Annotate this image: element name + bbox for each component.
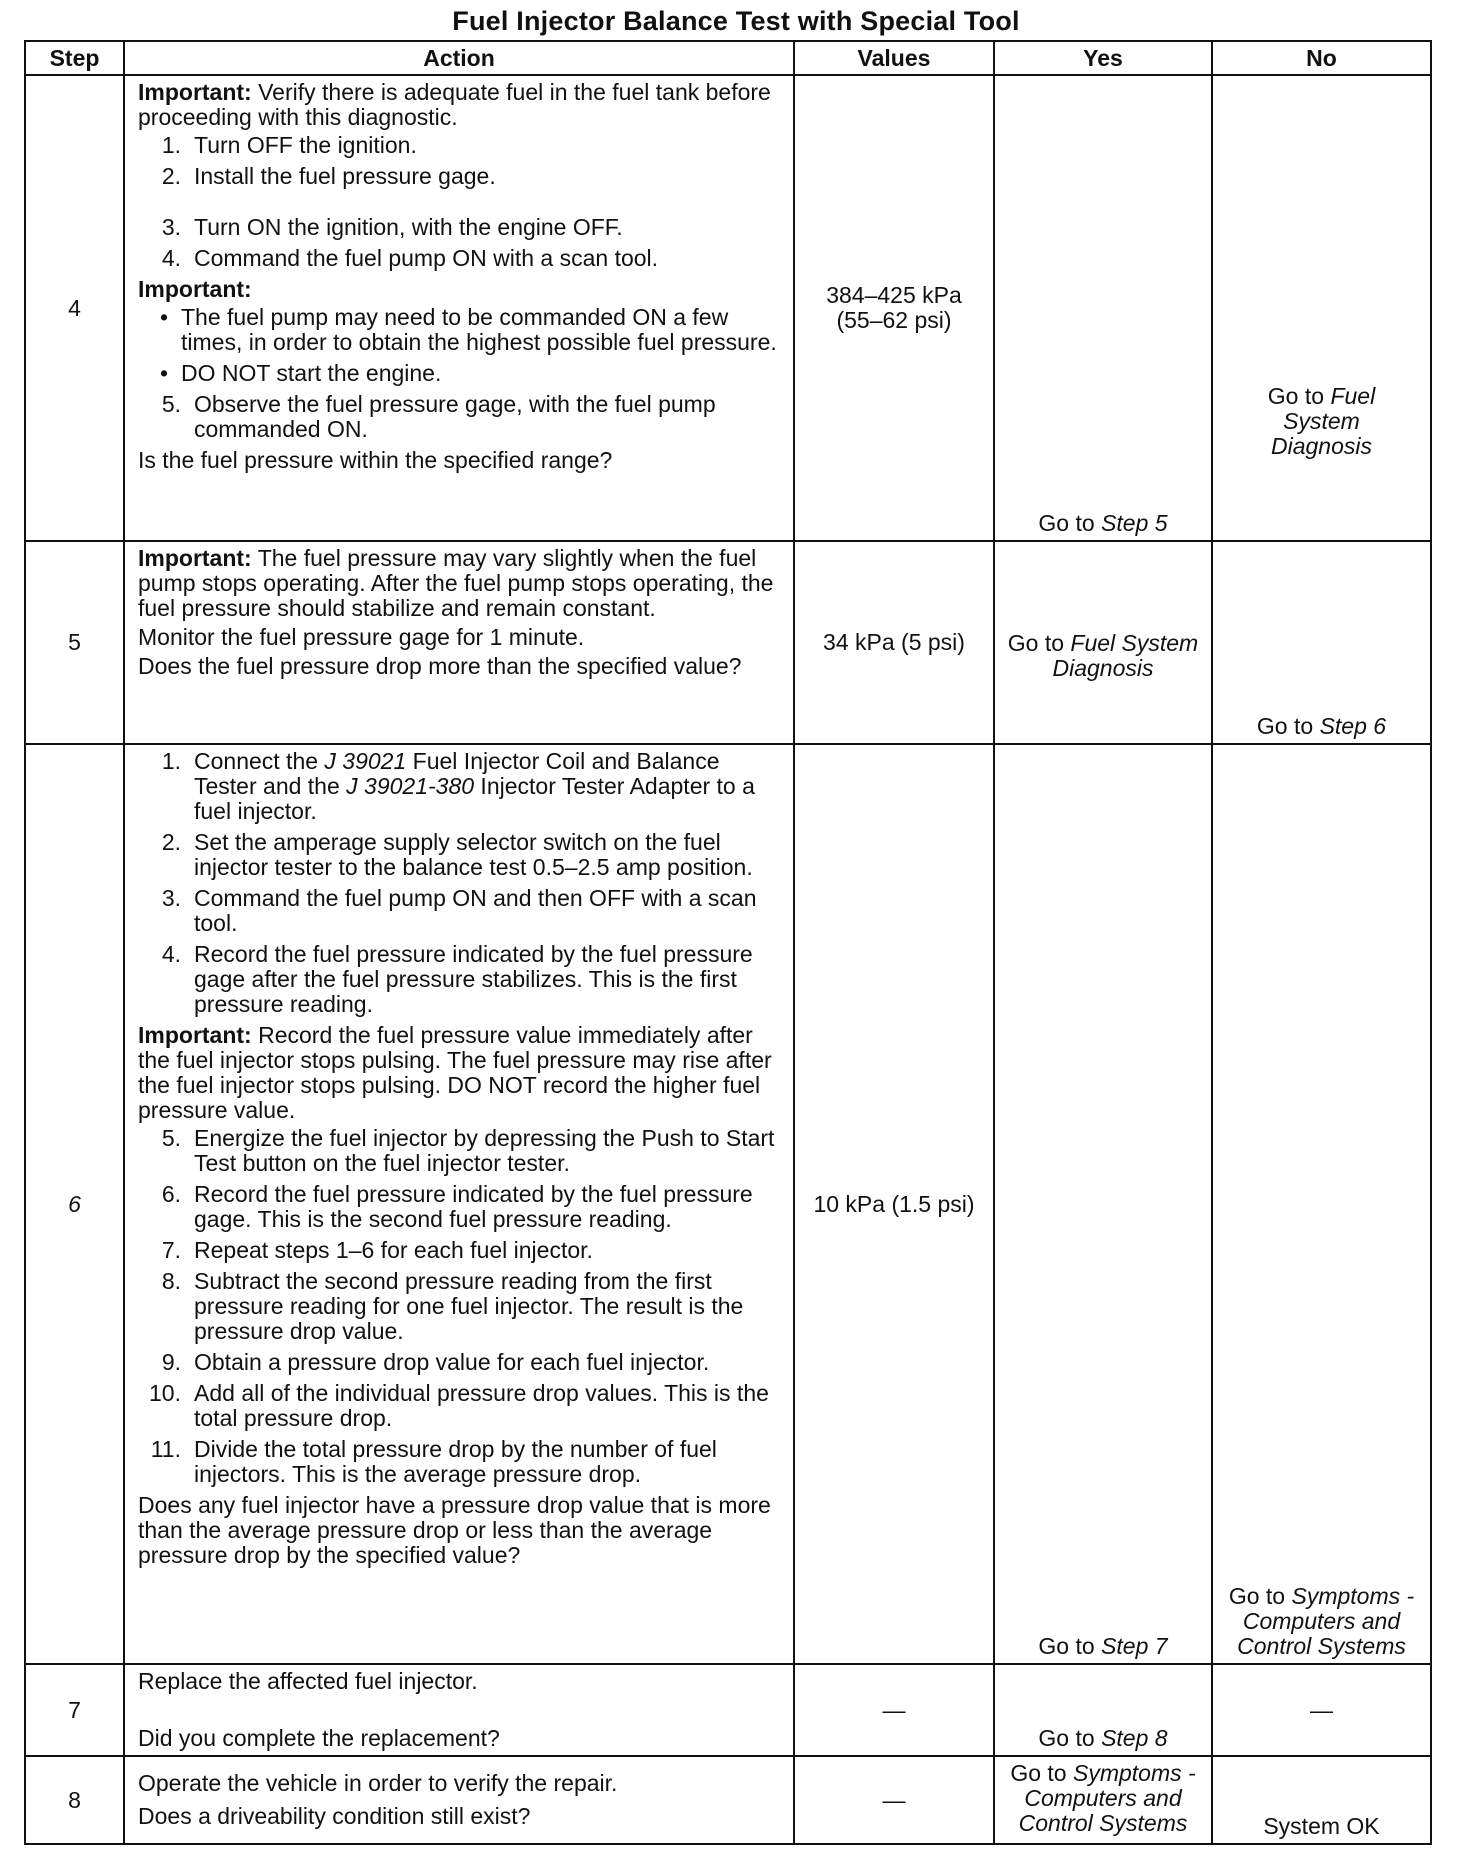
question: Does a driveability condition still exist? [138,1803,531,1829]
list-item: 7. Repeat steps 1–6 for each fuel injector. [161,1237,593,1263]
action-cell [124,1756,794,1844]
no-cell: Go to Fuel System Diagnosis [1212,75,1431,541]
action-steps [138,133,783,271]
list-item: 2. Install the fuel pressure gage. [161,163,496,189]
diagnostic-table [24,40,1432,1845]
list-item: 4. Command the fuel pump ON with a scan tool. [161,245,659,271]
table-row-step-8 [25,1756,1431,1844]
question: Is the fuel pressure within the specified range? [138,447,613,473]
header-action: Action [124,41,794,75]
important-label: Important: [138,276,252,302]
question: Did you complete the replacement? [138,1725,500,1751]
header-yes: Yes [994,41,1212,75]
list-item: 5. Observe the fuel pressure gage, with the fuel pump commanded ON. [161,391,716,442]
yes-link[interactable]: Symptoms - Computers and Control Systems [1018,1759,1196,1836]
step-number: 4 [25,75,124,541]
question: Does any fuel injector have a pressure drop value that is more than the average pressure drop or less than the average pressure drop by the specified value? [138,1492,771,1568]
action-cell [124,1664,794,1756]
step-number: 7 [25,1664,124,1756]
step-number: 5 [25,541,124,744]
list-item: 11. Divide the total pressure drop by the number of fuel injectors. This is the average pressure drop. [150,1436,717,1487]
yes-link[interactable]: Fuel System Diagnosis [1052,629,1199,681]
yes-link[interactable]: Step 8 [1101,1725,1168,1751]
value-cell: — [794,1664,994,1756]
important-note: Important: Verify there is adequate fuel in the fuel tank before proceeding with this diagnostic. [138,79,771,130]
yes-cell: Go to Step 8 [994,1664,1212,1756]
list-item: 3. Turn ON the ignition, with the engine OFF. [161,214,623,240]
action-steps [138,392,783,442]
list-item: • DO NOT start the engine. [138,361,783,386]
instruction: Monitor the fuel pressure gage for 1 minute. [138,624,585,650]
table-row-step-5 [25,541,1431,744]
action-cell [124,75,794,541]
instruction: Operate the vehicle in order to verify the repair. [138,1770,618,1796]
yes-link[interactable]: Step 5 [1101,510,1168,536]
list-item: 2. Set the amperage supply selector switch on the fuel injector tester to the balance test 0.5–2.5 amp position. [161,829,753,880]
list-item: 1. Turn OFF the ignition. [161,132,417,158]
no-cell: — [1212,1664,1431,1756]
action-steps [138,749,783,1017]
no-link[interactable]: Symptoms - Computers and Control Systems [1237,1583,1415,1659]
header-row [25,41,1431,75]
document-title: Fuel Injector Balance Test with Special Tool [452,6,1020,36]
important-bullets [138,305,783,386]
table-row-step-6 [25,744,1431,1664]
list-item: 9. Obtain a pressure drop value for each fuel injector. [161,1349,710,1375]
tool-reference: J 39021 [324,748,407,774]
value-cell: 384–425 kPa (55–62 psi) [794,75,994,541]
action-cell [124,541,794,744]
table-row-step-7 [25,1664,1431,1756]
yes-cell: Go to Fuel System Diagnosis [994,541,1212,744]
no-cell: Go to Symptoms - Computers and Control Systems [1212,744,1431,1664]
important-note: Important: Record the fuel pressure value immediately after the fuel injector stops pulsing. The fuel pressure may rise after the fuel injector stops pulsing. DO NOT record the higher fuel pressure value. [138,1022,772,1123]
yes-cell: Go to Symptoms - Computers and Control Systems [994,1756,1212,1844]
list-item: • The fuel pump may need to be commanded ON a few times, in order to obtain the highest possible fuel pressure. [138,305,783,355]
yes-link[interactable]: Step 7 [1101,1633,1168,1659]
list-item: 5. Energize the fuel injector by depressing the Push to Start Test button on the fuel injector tester. [161,1125,775,1176]
action-steps [138,1126,783,1487]
list-item: 8. Subtract the second pressure reading from the first pressure reading for one fuel injector. The result is the pressure drop value. [161,1268,744,1344]
step-number: 8 [25,1756,124,1844]
step-number: 6 [25,744,124,1664]
no-link[interactable]: Fuel System Diagnosis [1271,382,1376,459]
important-note: Important: The fuel pressure may vary slightly when the fuel pump stops operating. After the fuel pump stops operating, the fuel pressure should stabilize and remain constant. [138,545,774,621]
header-no: No [1212,41,1431,75]
header-step: Step [25,41,124,75]
list-item: 6. Record the fuel pressure indicated by the fuel pressure gage. This is the second fuel pressure reading. [161,1181,753,1232]
no-cell: System OK [1212,1756,1431,1844]
no-link[interactable]: Step 6 [1319,713,1387,739]
tool-reference: J 39021-380 [346,773,475,799]
list-item: 4. Record the fuel pressure indicated by the fuel pressure gage after the fuel pressure stabilizes. This is the first pressure reading. [161,941,753,1017]
value-cell: 10 kPa (1.5 psi) [794,744,994,1664]
list-item: 10. Add all of the individual pressure drop values. This is the total pressure drop. [149,1380,769,1431]
yes-cell: Go to Step 5 [994,75,1212,541]
yes-cell: Go to Step 7 [994,744,1212,1664]
instruction: Replace the affected fuel injector. [138,1668,478,1694]
list-item: 3. Command the fuel pump ON and then OFF with a scan tool. [161,885,757,936]
header-values: Values [794,41,994,75]
list-item: 1. Connect the J 39021 Fuel Injector Coil and Balance Tester and the J 39021-380 Injector Tester Adapter to a fuel injector. [161,748,755,824]
action-cell [124,744,794,1664]
value-cell: 34 kPa (5 psi) [794,541,994,744]
question: Does the fuel pressure drop more than the specified value? [138,653,742,679]
no-cell: Go to Step 6 [1212,541,1431,744]
value-cell: — [794,1756,994,1844]
table-row-step-4 [25,75,1431,541]
